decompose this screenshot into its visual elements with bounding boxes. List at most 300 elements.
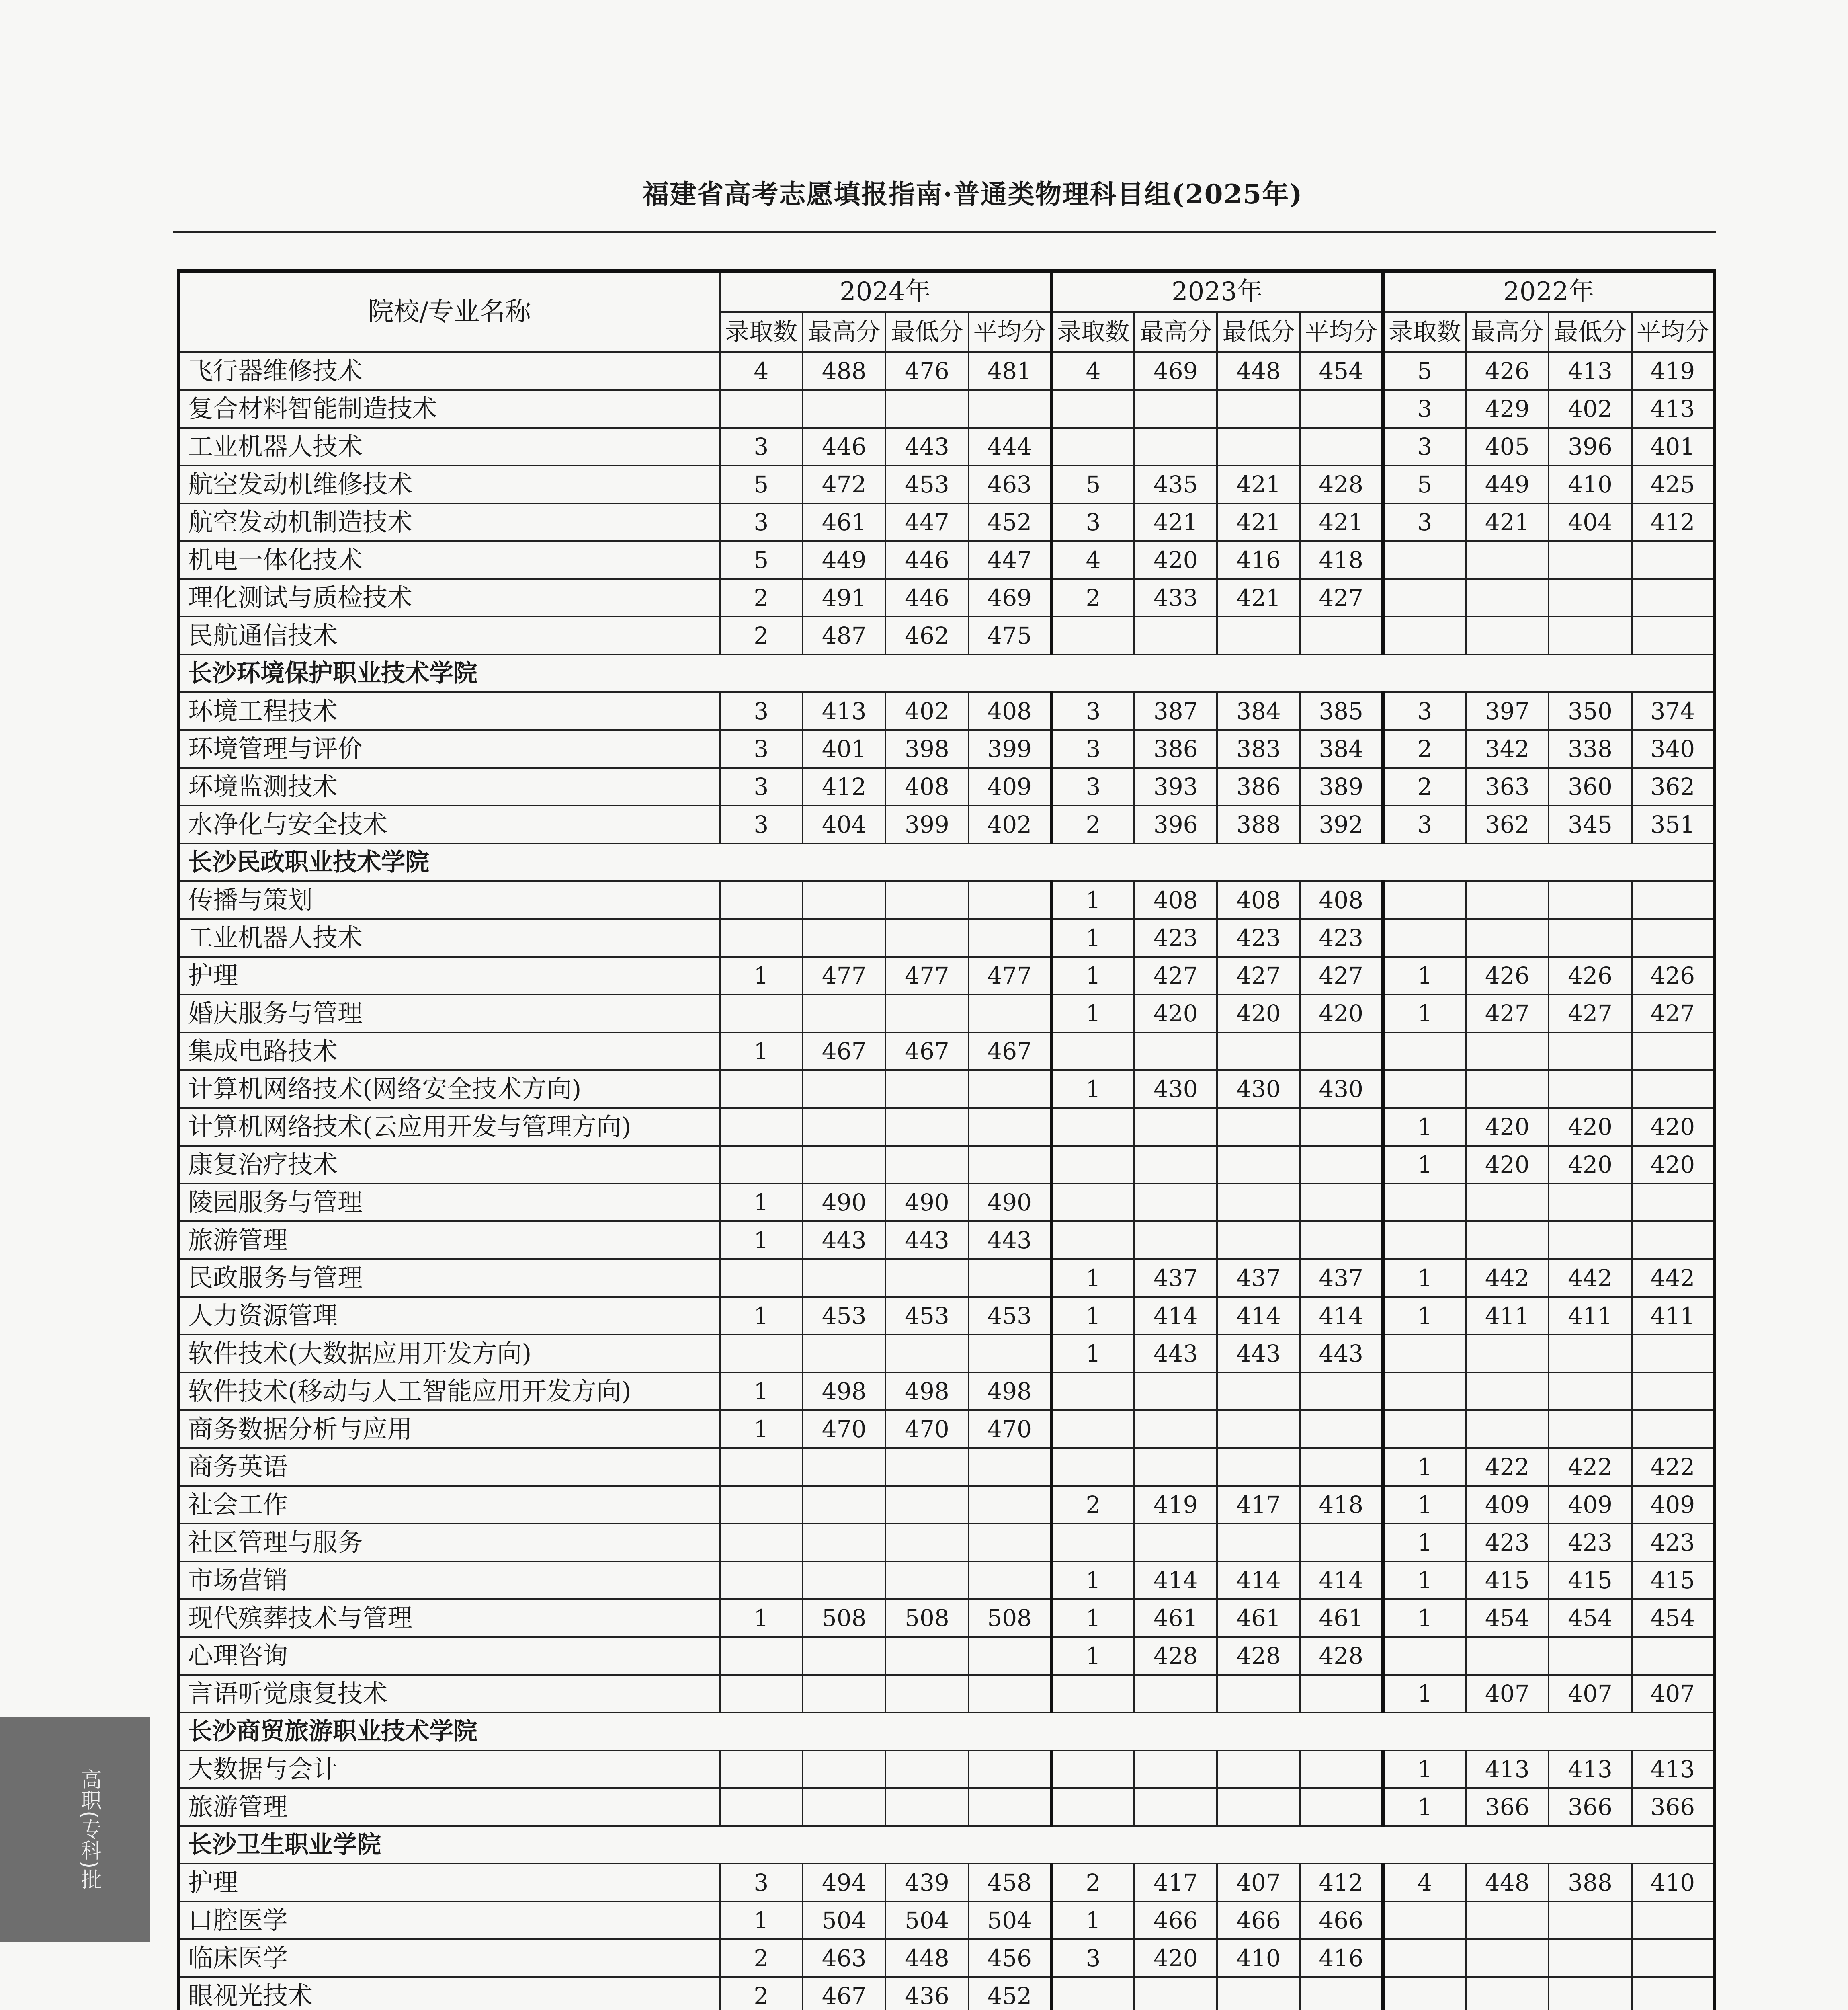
- score-cell: 427: [1300, 579, 1383, 617]
- score-cell: 475: [969, 617, 1051, 654]
- score-cell: 384: [1300, 730, 1383, 768]
- score-cell: 1: [1383, 1599, 1466, 1637]
- subheader-cell: 录取数: [720, 312, 803, 352]
- score-cell: 413: [1549, 352, 1631, 390]
- score-cell: 508: [885, 1599, 968, 1637]
- table-row: [178, 1335, 1715, 1372]
- score-cell: [1300, 1788, 1383, 1826]
- score-cell: 490: [803, 1183, 885, 1221]
- score-cell: [1383, 1221, 1466, 1259]
- score-cell: 427: [1217, 957, 1300, 995]
- table-row: [178, 428, 1715, 466]
- table-row: [178, 1637, 1715, 1675]
- score-cell: [1383, 617, 1466, 654]
- score-cell: [969, 995, 1051, 1032]
- score-cell: [969, 1146, 1051, 1183]
- score-cell: 508: [803, 1599, 885, 1637]
- score-cell: [1466, 1032, 1549, 1070]
- score-cell: 3: [1383, 806, 1466, 843]
- score-cell: [885, 881, 968, 919]
- score-cell: 442: [1632, 1259, 1715, 1297]
- score-cell: [1134, 1032, 1217, 1070]
- score-cell: 2: [1051, 806, 1134, 843]
- score-cell: 446: [885, 579, 968, 617]
- score-cell: [1549, 1372, 1631, 1410]
- score-cell: [885, 1788, 968, 1826]
- score-cell: [1383, 1901, 1466, 1939]
- score-cell: [969, 1259, 1051, 1297]
- score-cell: [1051, 1032, 1134, 1070]
- score-cell: [1300, 1221, 1383, 1259]
- score-cell: 389: [1300, 768, 1383, 806]
- score-cell: 421: [1217, 503, 1300, 541]
- score-cell: [1632, 1070, 1715, 1108]
- score-cell: [885, 1448, 968, 1486]
- score-cell: 428: [1300, 466, 1383, 503]
- score-cell: [1632, 1032, 1715, 1070]
- side-tab-label: 高职(专科)批: [77, 1768, 101, 1890]
- score-cell: [1300, 1032, 1383, 1070]
- major-name: 计算机网络技术(云应用开发与管理方向): [178, 1108, 720, 1146]
- score-cell: 1: [1051, 919, 1134, 957]
- score-cell: 1: [1051, 1599, 1134, 1637]
- score-cell: 470: [803, 1410, 885, 1448]
- score-cell: 420: [1134, 541, 1217, 579]
- score-cell: 420: [1549, 1146, 1631, 1183]
- score-cell: 4: [1383, 1864, 1466, 1901]
- score-cell: [1632, 1637, 1715, 1675]
- score-cell: 415: [1466, 1561, 1549, 1599]
- score-cell: 442: [1549, 1259, 1631, 1297]
- score-cell: [1466, 1410, 1549, 1448]
- score-cell: [1549, 1901, 1631, 1939]
- score-cell: [803, 1561, 885, 1599]
- major-name: 机电一体化技术: [178, 541, 720, 579]
- score-cell: 409: [1466, 1486, 1549, 1524]
- table-row: [178, 541, 1715, 579]
- score-cell: [1217, 1675, 1300, 1713]
- score-cell: 366: [1549, 1788, 1631, 1826]
- score-cell: 420: [1134, 1939, 1217, 1977]
- score-cell: [1300, 390, 1383, 428]
- table-header: [178, 271, 1715, 352]
- score-cell: 1: [1383, 1524, 1466, 1561]
- major-name: 工业机器人技术: [178, 919, 720, 957]
- score-cell: 4: [1051, 541, 1134, 579]
- score-cell: [885, 1561, 968, 1599]
- table-row: [178, 352, 1715, 390]
- table-row: [178, 1297, 1715, 1335]
- score-cell: 423: [1134, 919, 1217, 957]
- score-cell: [720, 1448, 803, 1486]
- score-cell: [1134, 428, 1217, 466]
- score-cell: [969, 1448, 1051, 1486]
- score-cell: 408: [885, 768, 968, 806]
- score-cell: [1217, 1183, 1300, 1221]
- score-cell: [1051, 1750, 1134, 1788]
- score-cell: [969, 1486, 1051, 1524]
- score-cell: 342: [1466, 730, 1549, 768]
- score-cell: [1549, 579, 1631, 617]
- score-cell: 392: [1300, 806, 1383, 843]
- subheader-cell: 平均分: [1300, 312, 1383, 352]
- score-cell: [885, 995, 968, 1032]
- score-cell: 407: [1632, 1675, 1715, 1713]
- score-cell: [1466, 919, 1549, 957]
- score-cell: 454: [1466, 1599, 1549, 1637]
- table-row: [178, 1788, 1715, 1826]
- score-cell: 488: [803, 352, 885, 390]
- score-cell: 477: [969, 957, 1051, 995]
- score-cell: 1: [1051, 881, 1134, 919]
- score-cell: [803, 1524, 885, 1561]
- score-cell: 414: [1134, 1297, 1217, 1335]
- score-cell: [720, 1335, 803, 1372]
- subheader-cell: 最高分: [1134, 312, 1217, 352]
- score-cell: [1549, 1410, 1631, 1448]
- score-cell: [803, 1146, 885, 1183]
- table-row: [178, 1070, 1715, 1108]
- score-cell: 461: [1300, 1599, 1383, 1637]
- score-cell: 466: [1217, 1901, 1300, 1939]
- major-name: 康复治疗技术: [178, 1146, 720, 1183]
- score-cell: 363: [1466, 768, 1549, 806]
- score-cell: [1134, 1410, 1217, 1448]
- year-header-2024: 2024年: [720, 271, 1051, 312]
- side-tab: [0, 1717, 150, 1942]
- score-cell: 466: [1300, 1901, 1383, 1939]
- major-name: 工业机器人技术: [178, 428, 720, 466]
- score-cell: 360: [1549, 768, 1631, 806]
- score-cell: 1: [1383, 1108, 1466, 1146]
- score-cell: [1632, 1183, 1715, 1221]
- score-cell: 423: [1632, 1524, 1715, 1561]
- score-cell: 3: [720, 768, 803, 806]
- table-row: [178, 1524, 1715, 1561]
- score-cell: 362: [1466, 806, 1549, 843]
- score-cell: 415: [1549, 1561, 1631, 1599]
- score-cell: 420: [1549, 1108, 1631, 1146]
- score-cell: 417: [1134, 1864, 1217, 1901]
- school-row: [178, 843, 1715, 881]
- score-cell: 453: [803, 1297, 885, 1335]
- score-cell: [969, 1788, 1051, 1826]
- score-cell: [1051, 1372, 1134, 1410]
- table-row: [178, 957, 1715, 995]
- score-cell: [1466, 1977, 1549, 2010]
- score-cell: 458: [969, 1864, 1051, 1901]
- score-cell: [1466, 579, 1549, 617]
- score-cell: 472: [803, 466, 885, 503]
- table-body: [178, 352, 1715, 2010]
- score-cell: [1549, 1070, 1631, 1108]
- score-cell: [885, 1637, 968, 1675]
- score-cell: 436: [885, 1977, 968, 2010]
- score-cell: 1: [1383, 1448, 1466, 1486]
- score-cell: [803, 995, 885, 1032]
- major-name: 市场营销: [178, 1561, 720, 1599]
- score-cell: 449: [1466, 466, 1549, 503]
- score-cell: [1300, 1410, 1383, 1448]
- score-cell: 402: [969, 806, 1051, 843]
- score-cell: 366: [1632, 1788, 1715, 1826]
- score-cell: 423: [1217, 919, 1300, 957]
- score-cell: 415: [1632, 1561, 1715, 1599]
- score-cell: 408: [1217, 881, 1300, 919]
- score-cell: 453: [885, 466, 968, 503]
- score-cell: [885, 390, 968, 428]
- score-cell: [1051, 1146, 1134, 1183]
- score-cell: 397: [1466, 692, 1549, 730]
- score-cell: 388: [1217, 806, 1300, 843]
- score-cell: 427: [1300, 957, 1383, 995]
- score-cell: [1632, 1410, 1715, 1448]
- score-cell: [1051, 428, 1134, 466]
- score-cell: [1217, 1410, 1300, 1448]
- score-cell: 467: [885, 1032, 968, 1070]
- score-cell: 421: [1217, 466, 1300, 503]
- score-cell: [1466, 541, 1549, 579]
- score-cell: 388: [1549, 1864, 1631, 1901]
- score-cell: [720, 995, 803, 1032]
- table-row: [178, 692, 1715, 730]
- score-cell: 5: [1383, 352, 1466, 390]
- score-cell: 362: [1632, 768, 1715, 806]
- major-name: 言语听觉康复技术: [178, 1675, 720, 1713]
- score-cell: 463: [969, 466, 1051, 503]
- table-row: [178, 1032, 1715, 1070]
- score-cell: [1549, 617, 1631, 654]
- score-cell: [1217, 1750, 1300, 1788]
- score-cell: 1: [1051, 1637, 1134, 1675]
- score-cell: 384: [1217, 692, 1300, 730]
- running-header: 福建省高考志愿填报指南·普通类物理科目组(2025年): [642, 178, 1303, 210]
- score-cell: [1300, 1750, 1383, 1788]
- score-cell: 407: [1466, 1675, 1549, 1713]
- score-cell: 386: [1217, 768, 1300, 806]
- score-cell: 447: [885, 503, 968, 541]
- score-cell: 5: [720, 541, 803, 579]
- score-cell: [1051, 1675, 1134, 1713]
- score-cell: 417: [1217, 1486, 1300, 1524]
- score-cell: 487: [803, 617, 885, 654]
- score-cell: 504: [885, 1901, 968, 1939]
- score-cell: [885, 1524, 968, 1561]
- score-cell: 1: [1051, 957, 1134, 995]
- score-cell: 467: [803, 1977, 885, 2010]
- score-cell: [1051, 1977, 1134, 2010]
- major-name: 水净化与安全技术: [178, 806, 720, 843]
- score-cell: 413: [1632, 1750, 1715, 1788]
- table-row: [178, 1939, 1715, 1977]
- score-cell: [1217, 1108, 1300, 1146]
- score-cell: 447: [969, 541, 1051, 579]
- score-cell: 508: [969, 1599, 1051, 1637]
- score-cell: 504: [969, 1901, 1051, 1939]
- major-name: 软件技术(大数据应用开发方向): [178, 1335, 720, 1372]
- score-cell: 420: [1466, 1108, 1549, 1146]
- school-row: [178, 654, 1715, 692]
- school-name: 长沙环境保护职业技术学院: [178, 654, 1715, 692]
- score-cell: [1051, 390, 1134, 428]
- score-cell: 414: [1217, 1561, 1300, 1599]
- score-cell: [1217, 617, 1300, 654]
- score-cell: [1383, 881, 1466, 919]
- score-cell: 2: [1383, 730, 1466, 768]
- score-cell: 3: [1051, 503, 1134, 541]
- score-cell: [1051, 1183, 1134, 1221]
- score-cell: [1383, 1939, 1466, 1977]
- major-name: 眼视光技术: [178, 1977, 720, 2010]
- score-cell: 469: [1134, 352, 1217, 390]
- major-name: 复合材料智能制造技术: [178, 390, 720, 428]
- score-cell: [885, 1146, 968, 1183]
- score-cell: 387: [1134, 692, 1217, 730]
- subheader-cell: 最低分: [1217, 312, 1300, 352]
- score-cell: 443: [1300, 1335, 1383, 1372]
- score-cell: 396: [1549, 428, 1631, 466]
- score-cell: 404: [803, 806, 885, 843]
- score-cell: [885, 1486, 968, 1524]
- score-cell: 462: [885, 617, 968, 654]
- score-cell: [803, 881, 885, 919]
- score-cell: 420: [1217, 995, 1300, 1032]
- score-cell: [885, 1070, 968, 1108]
- score-cell: 385: [1300, 692, 1383, 730]
- score-cell: [1134, 1750, 1217, 1788]
- table-row: [178, 1599, 1715, 1637]
- score-cell: [1134, 1146, 1217, 1183]
- score-cell: [803, 1259, 885, 1297]
- score-cell: 466: [1134, 1901, 1217, 1939]
- score-cell: [1217, 1146, 1300, 1183]
- table-row: [178, 1146, 1715, 1183]
- score-cell: 1: [720, 1221, 803, 1259]
- score-cell: 2: [1383, 768, 1466, 806]
- score-cell: 454: [1549, 1599, 1631, 1637]
- score-cell: [720, 1750, 803, 1788]
- score-cell: [1632, 1939, 1715, 1977]
- subheader-cell: 最低分: [885, 312, 968, 352]
- score-cell: [969, 1524, 1051, 1561]
- score-cell: 437: [1134, 1259, 1217, 1297]
- score-cell: [1217, 1032, 1300, 1070]
- score-cell: 410: [1632, 1864, 1715, 1901]
- table-row: [178, 1108, 1715, 1146]
- score-cell: [1383, 1372, 1466, 1410]
- score-cell: [720, 1108, 803, 1146]
- score-cell: 410: [1217, 1939, 1300, 1977]
- score-cell: [1134, 1372, 1217, 1410]
- score-cell: 5: [720, 466, 803, 503]
- score-cell: 412: [803, 768, 885, 806]
- score-cell: 427: [1632, 995, 1715, 1032]
- score-cell: 1: [1383, 1750, 1466, 1788]
- score-cell: 461: [1217, 1599, 1300, 1637]
- score-cell: [1632, 617, 1715, 654]
- score-cell: 461: [803, 503, 885, 541]
- score-cell: [1217, 1221, 1300, 1259]
- score-cell: [1134, 1108, 1217, 1146]
- score-cell: [885, 919, 968, 957]
- score-cell: 3: [720, 730, 803, 768]
- score-cell: 428: [1300, 1637, 1383, 1675]
- score-cell: [1051, 1410, 1134, 1448]
- score-cell: 409: [969, 768, 1051, 806]
- school-name: 长沙卫生职业学院: [178, 1826, 1715, 1864]
- score-cell: 366: [1466, 1788, 1549, 1826]
- score-cell: [1383, 1410, 1466, 1448]
- admission-score-table: [177, 269, 1716, 2010]
- major-name: 集成电路技术: [178, 1032, 720, 1070]
- score-cell: [1300, 1524, 1383, 1561]
- score-cell: [969, 1637, 1051, 1675]
- score-cell: [720, 919, 803, 957]
- score-cell: 423: [1466, 1524, 1549, 1561]
- score-cell: 1: [1051, 1070, 1134, 1108]
- score-cell: 374: [1632, 692, 1715, 730]
- table-row: [178, 768, 1715, 806]
- score-cell: [1466, 1939, 1549, 1977]
- major-name: 航空发动机维修技术: [178, 466, 720, 503]
- score-cell: 476: [885, 352, 968, 390]
- score-cell: [885, 1259, 968, 1297]
- score-cell: 3: [1383, 390, 1466, 428]
- score-cell: [1549, 919, 1631, 957]
- score-cell: 383: [1217, 730, 1300, 768]
- score-cell: [803, 1335, 885, 1372]
- score-cell: 1: [720, 1297, 803, 1335]
- score-cell: 491: [803, 579, 885, 617]
- score-cell: [969, 1675, 1051, 1713]
- score-cell: 448: [885, 1939, 968, 1977]
- score-cell: 443: [885, 1221, 968, 1259]
- score-cell: [1466, 1637, 1549, 1675]
- score-cell: [1051, 1108, 1134, 1146]
- score-cell: 437: [1217, 1259, 1300, 1297]
- score-cell: 1: [1051, 995, 1134, 1032]
- score-cell: 426: [1466, 957, 1549, 995]
- major-name: 商务数据分析与应用: [178, 1410, 720, 1448]
- table-row: [178, 1221, 1715, 1259]
- subheader-cell: 录取数: [1051, 312, 1134, 352]
- score-cell: 413: [1632, 390, 1715, 428]
- score-cell: [1549, 1032, 1631, 1070]
- score-cell: 443: [1217, 1335, 1300, 1372]
- table-row: [178, 995, 1715, 1032]
- score-cell: [803, 919, 885, 957]
- score-cell: 3: [1051, 768, 1134, 806]
- score-cell: 452: [969, 1977, 1051, 2010]
- score-cell: 5: [1383, 466, 1466, 503]
- score-cell: 393: [1134, 768, 1217, 806]
- major-name: 婚庆服务与管理: [178, 995, 720, 1032]
- major-name: 航空发动机制造技术: [178, 503, 720, 541]
- score-cell: [1383, 919, 1466, 957]
- score-cell: [1134, 617, 1217, 654]
- score-cell: 386: [1134, 730, 1217, 768]
- score-cell: 448: [1466, 1864, 1549, 1901]
- major-name: 环境管理与评价: [178, 730, 720, 768]
- score-cell: 414: [1134, 1561, 1217, 1599]
- score-cell: 408: [1134, 881, 1217, 919]
- score-cell: [969, 881, 1051, 919]
- score-cell: 430: [1134, 1070, 1217, 1108]
- score-cell: [1383, 1032, 1466, 1070]
- table-row: [178, 579, 1715, 617]
- score-cell: 3: [720, 806, 803, 843]
- major-name: 护理: [178, 957, 720, 995]
